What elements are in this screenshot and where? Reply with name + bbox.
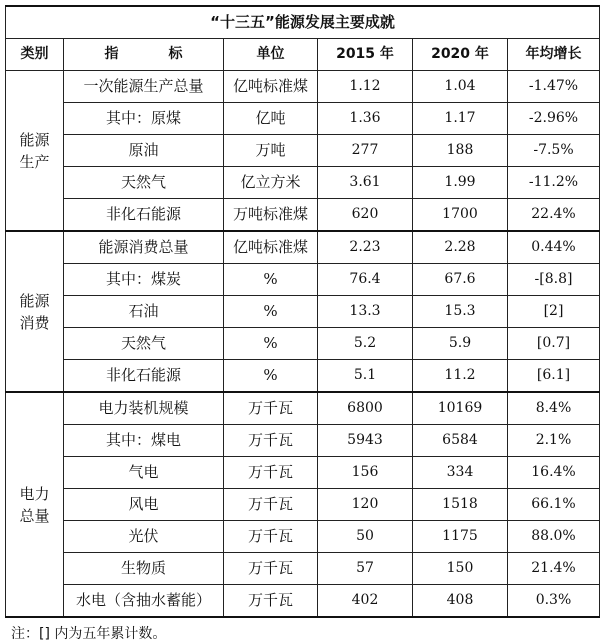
indicator-cell: 天然气: [64, 167, 224, 199]
indicator-cell: 非化石能源: [64, 360, 224, 393]
value-2015-cell: 13.3: [318, 296, 413, 328]
value-2015-cell: 1.12: [318, 71, 413, 103]
header-indicator: 指 标: [64, 39, 224, 71]
table-row: [6, 199, 600, 232]
value-2015-cell: 5943: [318, 425, 413, 457]
indicator-cell: 光伏: [64, 521, 224, 553]
header-2015: 2015 年: [318, 39, 413, 71]
indicator-cell: 其中：原煤: [64, 103, 224, 135]
table-row: [6, 231, 600, 264]
indicator-cell: 一次能源生产总量: [64, 71, 224, 103]
group-label-line: 能源: [19, 291, 50, 310]
value-2020-cell: 334: [413, 457, 508, 489]
growth-cell: [6.1]: [508, 360, 600, 393]
value-2015-cell: 50: [318, 521, 413, 553]
table-row: [6, 264, 600, 296]
group-label: [6, 392, 64, 617]
document: [5, 5, 599, 642]
table-row: [6, 71, 600, 103]
value-2020-cell: 1.17: [413, 103, 508, 135]
table-row: [6, 457, 600, 489]
unit-cell: 亿立方米: [224, 167, 318, 199]
table-row: [6, 425, 600, 457]
growth-cell: 66.1%: [508, 489, 600, 521]
indicator-cell: 生物质: [64, 553, 224, 585]
unit-cell: 万千瓦: [224, 425, 318, 457]
table-note: 注：[] 内为五年累计数。: [11, 626, 167, 642]
indicator-cell: 非化石能源: [64, 199, 224, 232]
unit-cell: 万千瓦: [224, 457, 318, 489]
energy-achievements-table: [5, 5, 600, 618]
header-growth: 年均增长: [508, 39, 600, 71]
unit-cell: 万吨标准煤: [224, 199, 318, 232]
growth-cell: 2.1%: [508, 425, 600, 457]
table-row: [6, 296, 600, 328]
indicator-cell: 天然气: [64, 328, 224, 360]
value-2015-cell: 76.4: [318, 264, 413, 296]
unit-cell: 万吨: [224, 135, 318, 167]
value-2015-cell: 120: [318, 489, 413, 521]
indicator-cell: 水电（含抽水蓄能）: [64, 585, 224, 618]
growth-cell: [2]: [508, 296, 600, 328]
value-2015-cell: 156: [318, 457, 413, 489]
header-2020: 2020 年: [413, 39, 508, 71]
growth-cell: 88.0%: [508, 521, 600, 553]
unit-cell: %: [224, 264, 318, 296]
value-2015-cell: 6800: [318, 392, 413, 425]
group-label-line: 总量: [19, 506, 50, 525]
value-2020-cell: 408: [413, 585, 508, 618]
growth-cell: -2.96%: [508, 103, 600, 135]
value-2015-cell: 277: [318, 135, 413, 167]
value-2015-cell: 402: [318, 585, 413, 618]
growth-cell: 22.4%: [508, 199, 600, 232]
table-row: [6, 489, 600, 521]
unit-cell: 亿吨标准煤: [224, 231, 318, 264]
value-2020-cell: 1518: [413, 489, 508, 521]
growth-cell: 0.44%: [508, 231, 600, 264]
value-2020-cell: 1175: [413, 521, 508, 553]
table-row: [6, 103, 600, 135]
indicator-cell: 气电: [64, 457, 224, 489]
group-label-line: 消费: [19, 313, 50, 332]
unit-cell: %: [224, 296, 318, 328]
table-row: [6, 328, 600, 360]
unit-cell: %: [224, 360, 318, 393]
value-2020-cell: 5.9: [413, 328, 508, 360]
table-row: [6, 360, 600, 393]
table-title: “十三五”能源发展主要成就: [6, 6, 600, 39]
unit-cell: %: [224, 328, 318, 360]
growth-cell: -11.2%: [508, 167, 600, 199]
value-2020-cell: 11.2: [413, 360, 508, 393]
indicator-cell: 其中：煤电: [64, 425, 224, 457]
value-2020-cell: 15.3: [413, 296, 508, 328]
table-row: [6, 553, 600, 585]
value-2015-cell: 5.2: [318, 328, 413, 360]
group-label-line: 生产: [19, 152, 50, 171]
group-label: [6, 231, 64, 392]
indicator-cell: 电力装机规模: [64, 392, 224, 425]
indicator-cell: 石油: [64, 296, 224, 328]
value-2020-cell: 150: [413, 553, 508, 585]
growth-cell: -1.47%: [508, 71, 600, 103]
table-title-row: [6, 6, 600, 39]
growth-cell: -[8.8]: [508, 264, 600, 296]
value-2015-cell: 2.23: [318, 231, 413, 264]
header-category: 类别: [6, 39, 64, 71]
unit-cell: 亿吨: [224, 103, 318, 135]
growth-cell: 0.3%: [508, 585, 600, 618]
table-row: [6, 167, 600, 199]
value-2020-cell: 67.6: [413, 264, 508, 296]
indicator-cell: 能源消费总量: [64, 231, 224, 264]
value-2020-cell: 1700: [413, 199, 508, 232]
value-2020-cell: 1.99: [413, 167, 508, 199]
group-label: [6, 71, 64, 232]
growth-cell: 8.4%: [508, 392, 600, 425]
indicator-cell: 其中：煤炭: [64, 264, 224, 296]
value-2020-cell: 188: [413, 135, 508, 167]
value-2015-cell: 620: [318, 199, 413, 232]
unit-cell: 万千瓦: [224, 585, 318, 618]
group-label-line: 电力: [19, 484, 50, 503]
table-row: [6, 135, 600, 167]
growth-cell: -7.5%: [508, 135, 600, 167]
group-label-line: 能源: [19, 130, 50, 149]
value-2015-cell: 3.61: [318, 167, 413, 199]
value-2020-cell: 2.28: [413, 231, 508, 264]
value-2020-cell: 10169: [413, 392, 508, 425]
header-unit: 单位: [224, 39, 318, 71]
value-2015-cell: 1.36: [318, 103, 413, 135]
table-row: [6, 392, 600, 425]
unit-cell: 万千瓦: [224, 553, 318, 585]
growth-cell: [0.7]: [508, 328, 600, 360]
indicator-cell: 风电: [64, 489, 224, 521]
table-row: [6, 585, 600, 618]
table-header-row: [6, 39, 600, 71]
unit-cell: 万千瓦: [224, 392, 318, 425]
value-2020-cell: 1.04: [413, 71, 508, 103]
unit-cell: 亿吨标准煤: [224, 71, 318, 103]
table-row: [6, 521, 600, 553]
value-2015-cell: 5.1: [318, 360, 413, 393]
indicator-cell: 原油: [64, 135, 224, 167]
unit-cell: 万千瓦: [224, 521, 318, 553]
growth-cell: 21.4%: [508, 553, 600, 585]
unit-cell: 万千瓦: [224, 489, 318, 521]
growth-cell: 16.4%: [508, 457, 600, 489]
table-body: [6, 71, 600, 618]
value-2020-cell: 6584: [413, 425, 508, 457]
value-2015-cell: 57: [318, 553, 413, 585]
